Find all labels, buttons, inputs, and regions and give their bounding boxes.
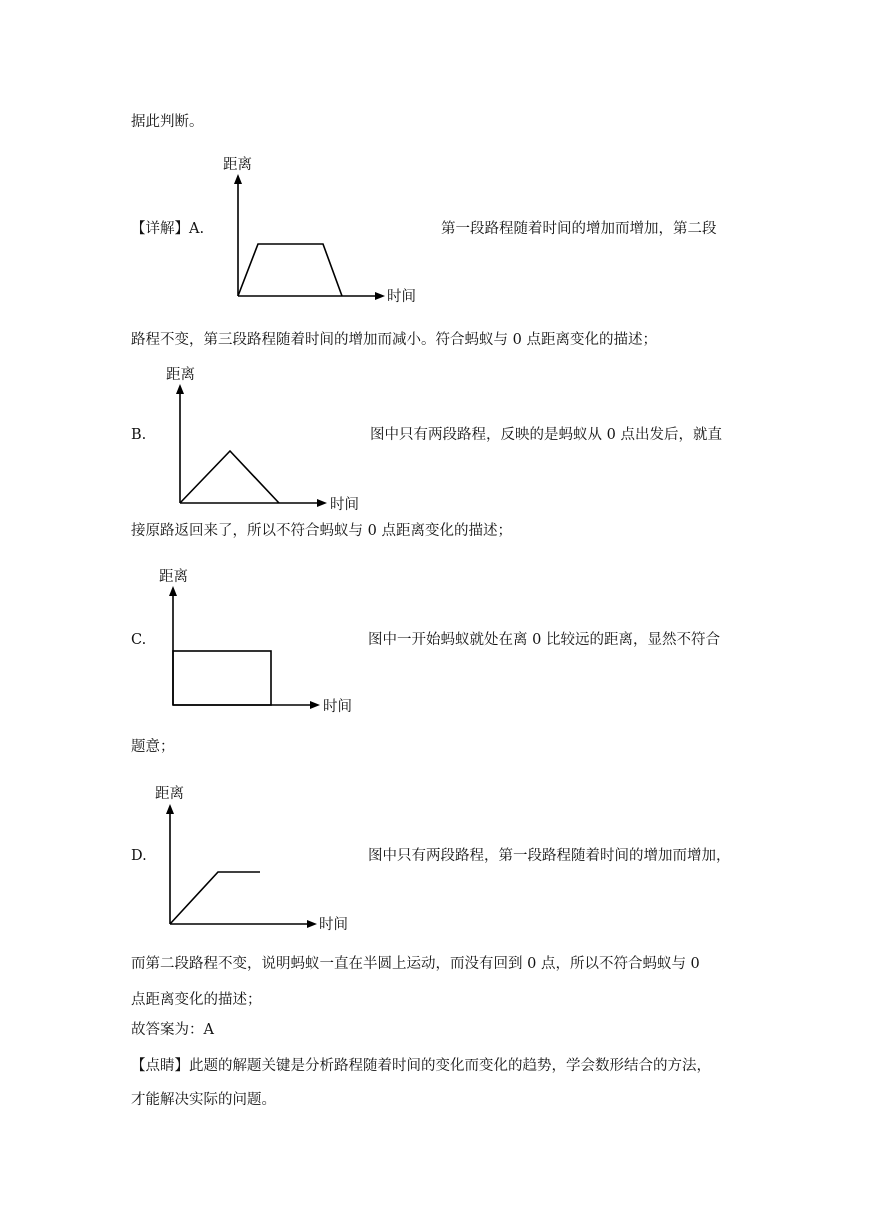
- x-axis-arrow: [375, 292, 385, 300]
- y-axis-arrow: [176, 384, 184, 394]
- graph-line: [180, 451, 279, 503]
- text-line: 而第二段路程不变，说明蚂蚁一直在半圆上运动，而没有回到 0 点，所以不符合蚂蚁与 0: [131, 956, 700, 972]
- option-b-label: B.: [131, 427, 147, 443]
- option-d-text: 图中只有两段路程，第一段路程随着时间的增加而增加，: [368, 848, 731, 864]
- x-axis-label: 时间: [319, 917, 348, 933]
- graph-b: [160, 360, 380, 520]
- text-line: 【点睛】此题的解题关键是分析路程随着时间的变化而变化的趋势，学会数形结合的方法，: [131, 1058, 711, 1074]
- option-c-text: 图中一开始蚂蚁就处在离 0 比较远的距离，显然不符合: [368, 632, 720, 648]
- x-axis-arrow: [317, 499, 327, 507]
- y-axis-label: 距离: [155, 786, 184, 802]
- option-b-text: 图中只有两段路程，反映的是蚂蚁从 0 点出发后，就直: [370, 427, 722, 443]
- x-axis-label: 时间: [330, 497, 359, 513]
- option-c-label: C.: [131, 632, 147, 648]
- option-a-text: 第一段路程随着时间的增加而增加，第二段: [441, 221, 717, 237]
- y-axis-arrow: [166, 804, 174, 814]
- graph-a: [215, 150, 435, 315]
- text-line: 据此判断。: [131, 114, 204, 130]
- answer-line: 故答案为：A: [131, 1022, 214, 1038]
- graph-d: [150, 780, 370, 940]
- y-axis-label: 距离: [159, 569, 188, 585]
- graph-c: [155, 562, 375, 722]
- y-axis-label: 距离: [223, 157, 252, 173]
- x-axis-arrow: [307, 920, 317, 928]
- text-line: 题意；: [131, 739, 175, 755]
- graph-rect: [173, 651, 271, 705]
- x-axis-label: 时间: [387, 289, 416, 305]
- x-axis-label: 时间: [323, 699, 352, 715]
- text-line: 才能解决实际的问题。: [131, 1092, 276, 1108]
- y-axis-arrow: [169, 586, 177, 596]
- y-axis-label: 距离: [166, 367, 195, 383]
- text-line: 点距离变化的描述；: [131, 992, 262, 1008]
- text-line: 接原路返回来了，所以不符合蚂蚁与 0 点距离变化的描述；: [131, 523, 512, 539]
- graph-line: [238, 244, 342, 296]
- option-a-label: 【详解】A.: [131, 221, 205, 237]
- option-d-label: D.: [131, 848, 147, 864]
- graph-line: [170, 872, 260, 924]
- y-axis-arrow: [234, 174, 242, 184]
- text-line: 路程不变，第三段路程随着时间的增加而减小。符合蚂蚁与 0 点距离变化的描述；: [131, 332, 657, 348]
- x-axis-arrow: [310, 701, 320, 709]
